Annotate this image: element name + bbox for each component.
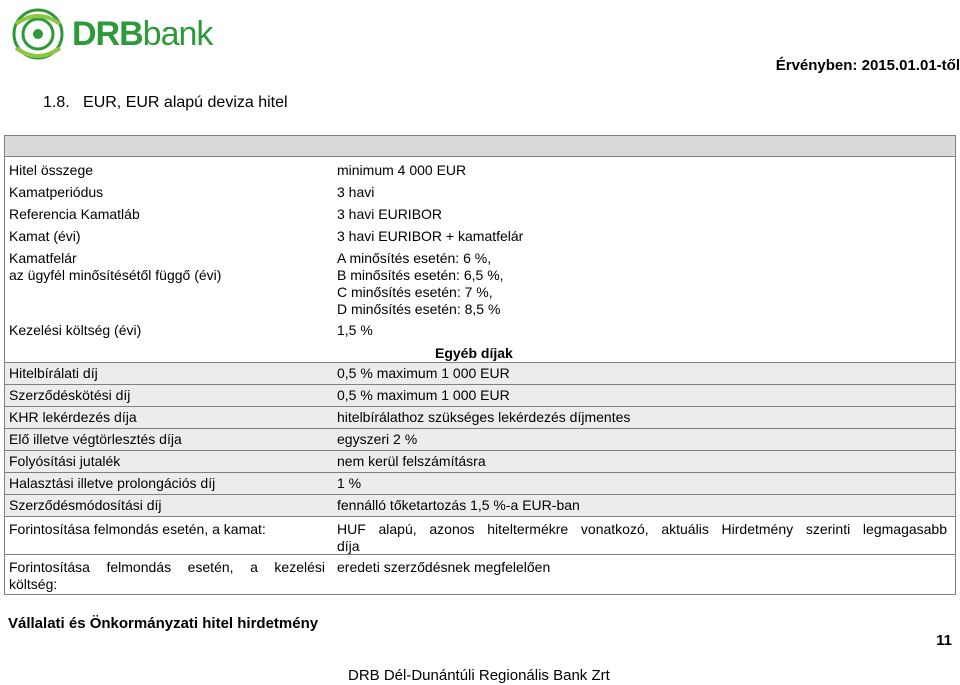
- table-row: [5, 450, 955, 473]
- row-value: D minősítés esetén: 8,5 %: [337, 301, 501, 317]
- fee-label: Szerződéskötési díj: [9, 387, 131, 403]
- fee-label: Szerződésmódosítási díj: [9, 497, 162, 513]
- row-value: 1,5 %: [337, 322, 373, 338]
- table-row: [5, 554, 955, 595]
- table-row: [5, 250, 955, 322]
- fee-value: egyszeri 2 %: [337, 431, 418, 447]
- footer-title: Vállalati és Önkormányzati hitel hirdetmény: [8, 615, 319, 632]
- row-value: 3 havi: [337, 184, 375, 200]
- table-row: [5, 320, 955, 342]
- fee-label: Folyósítási jutalék: [9, 453, 121, 469]
- other-fees-row: [5, 342, 955, 362]
- row-label: Kamat (évi): [9, 228, 81, 244]
- row-label: az ügyfél minősítésétől függő (évi): [9, 267, 222, 283]
- row-label: Hitel összege: [9, 162, 94, 178]
- row-value: B minősítés esetén: 6,5 %,: [337, 267, 504, 283]
- fee-value: díja: [337, 538, 360, 554]
- fee-label: KHR lekérdezés díja: [9, 409, 137, 425]
- fee-value: 0,5 % maximum 1 000 EUR: [337, 365, 510, 381]
- table-row: [5, 384, 955, 407]
- row-value: C minősítés esetén: 7 %,: [337, 284, 493, 300]
- footer-company: DRB Dél-Dunántúli Regionális Bank Zrt: [348, 667, 610, 684]
- fees-table: [4, 135, 956, 595]
- table-header-bar: [5, 136, 955, 157]
- row-label: Kezelési költség (évi): [9, 322, 142, 338]
- row-value: 3 havi EURIBOR: [337, 206, 443, 222]
- fee-label: Halasztási illetve prolongációs díj: [9, 475, 216, 491]
- valid-from: Érvényben: 2015.01.01-től: [775, 57, 960, 74]
- fee-label: Forintosítása felmondás esetén, a kezelési: [9, 559, 325, 575]
- logo-mark-icon: [8, 4, 68, 68]
- fee-value: eredeti szerződésnek megfelelően: [337, 559, 551, 575]
- row-label: Kamatperiódus: [9, 184, 104, 200]
- fee-value: nem kerül felszámításra: [337, 453, 486, 469]
- row-label: Kamatfelár: [9, 250, 77, 266]
- fee-label: Elő illetve végtörlesztés díja: [9, 431, 182, 447]
- table-row: [5, 428, 955, 451]
- fee-value: fennálló tőketartozás 1,5 %-a EUR-ban: [337, 497, 580, 513]
- fee-value: 0,5 % maximum 1 000 EUR: [337, 387, 510, 403]
- table-row: [5, 362, 955, 385]
- section-title: 1.8. EUR, EUR alapú deviza hitel: [43, 94, 288, 111]
- row-label: Referencia Kamatláb: [9, 206, 140, 222]
- drb-bank-logo: [8, 4, 213, 68]
- fee-value: 1 %: [337, 475, 362, 491]
- other-fees-heading: Egyéb díjak: [435, 345, 513, 361]
- row-value: A minősítés esetén: 6 %,: [337, 250, 492, 266]
- table-row: [5, 406, 955, 429]
- fee-value: HUF alapú, azonos hiteltermékre vonatkozó, aktuális Hirdetmény szerinti legmagasabb: [337, 521, 947, 537]
- row-value: minimum 4 000 EUR: [337, 162, 467, 178]
- fee-label: költség:: [9, 576, 58, 592]
- table-row: [5, 494, 955, 517]
- page-number: 11: [936, 632, 952, 649]
- row-value: 3 havi EURIBOR + kamatfelár: [337, 228, 524, 244]
- fee-label: Forintosítása felmondás esetén, a kamat:: [9, 521, 266, 537]
- table-row: [5, 472, 955, 495]
- logo-drb: DRB: [72, 15, 143, 53]
- fee-value: hitelbírálathoz szükséges lekérdezés díjmentes: [337, 409, 631, 425]
- table-row: [5, 516, 955, 555]
- table-row: [5, 158, 955, 250]
- logo-bank: bank: [142, 15, 213, 53]
- logo-wordmark: [72, 14, 212, 54]
- fee-label: Hitelbírálati díj: [9, 365, 98, 381]
